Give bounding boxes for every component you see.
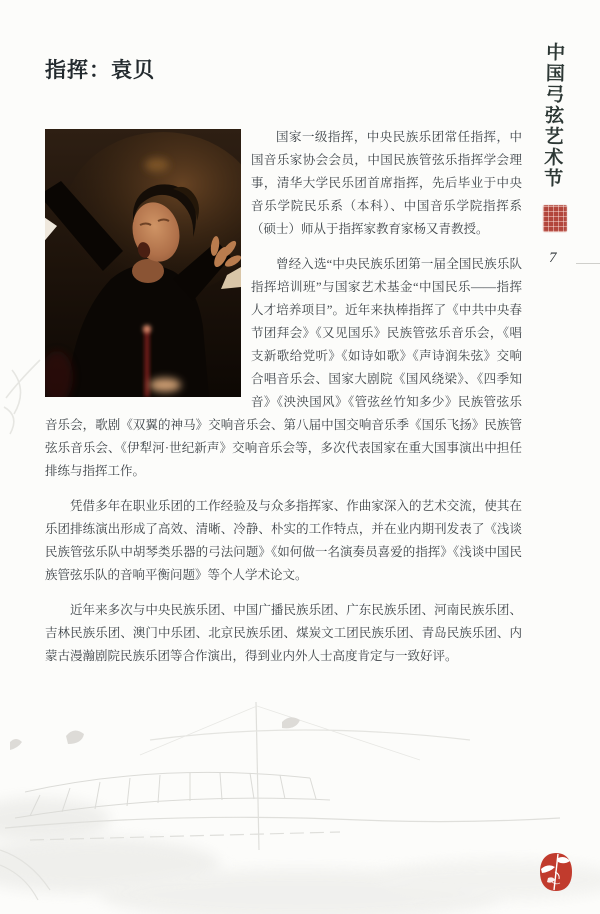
bio-paragraph-4: 近年来多次与中央民族乐团、中国广播民族乐团、广东民族乐团、河南民族乐团、吉林民族乐团、澳门中乐团、北京民族乐团、煤炭文工团民族乐团、青岛民族乐团、内蒙古漫瀚剧院民族乐团等合作演出，得到业内外人士高度肯定与一致好评。 (45, 603, 522, 663)
ink-wash-boat-watermark (0, 700, 600, 914)
page-title: 指挥：袁贝 (45, 58, 155, 82)
bio-paragraph-2: 曾经入选“中央民族乐团第一届全国民族乐队指挥培训班”与国家艺术基金“中国民乐——指挥人才培养项目”。近年来执棒指挥了《中共中央春节团拜会》《又见国乐》民族管弦乐音乐会，《唱支新歌给党听》《如诗如歌》《声诗润朱弦》交响合唱音乐会、国家大剧院《国风绕梁》、《四季知音》《泱泱国风》《管弦丝竹知多少》民族管弦乐音乐会，歌剧《双翼的神马》交响音乐会、第八届中国交响音乐季《国乐飞扬》民族管弦乐音乐会、《伊犁河·世纪新声》交响音乐会等，多次代表国家在重大国事演出中担任排练与指挥工作。 (45, 257, 522, 478)
biography (45, 126, 522, 668)
bio-paragraph-3: 凭借多年在职业乐团的工作经验及与众多指挥家、作曲家深入的艺术交流，使其在乐团排练演出形成了高效、清晰、冷静、朴实的工作特点，并在业内期刊发表了《浅谈民族管弦乐队中胡琴类乐器的弓法问题》《如何做一名演奏员喜爱的指挥》《浅谈中国民族管弦乐队的音响平衡问题》等个人学术论文。 (45, 499, 522, 582)
festival-logo-icon (538, 852, 574, 892)
main-content (45, 55, 522, 680)
red-seal-stamp-icon (543, 205, 567, 232)
page-number: 7 (549, 250, 557, 266)
conductor-photo (45, 129, 241, 397)
conductor-photo-artwork (45, 129, 241, 397)
bio-paragraph-1: 国家一级指挥，中央民族乐团常任指挥，中国音乐家协会会员，中国民族管弦乐指挥学会理事，清华大学民乐团首席指挥，先后毕业于中央音乐学院民乐系（本科）、中国音乐学院指挥系（硕士）师从于指挥家教育家杨又青教授。 (251, 130, 522, 236)
brush-stroke-watermark (0, 352, 45, 442)
page-number-rule (576, 263, 600, 264)
festival-title-vertical: 中国弓弦艺术节 (540, 41, 565, 190)
